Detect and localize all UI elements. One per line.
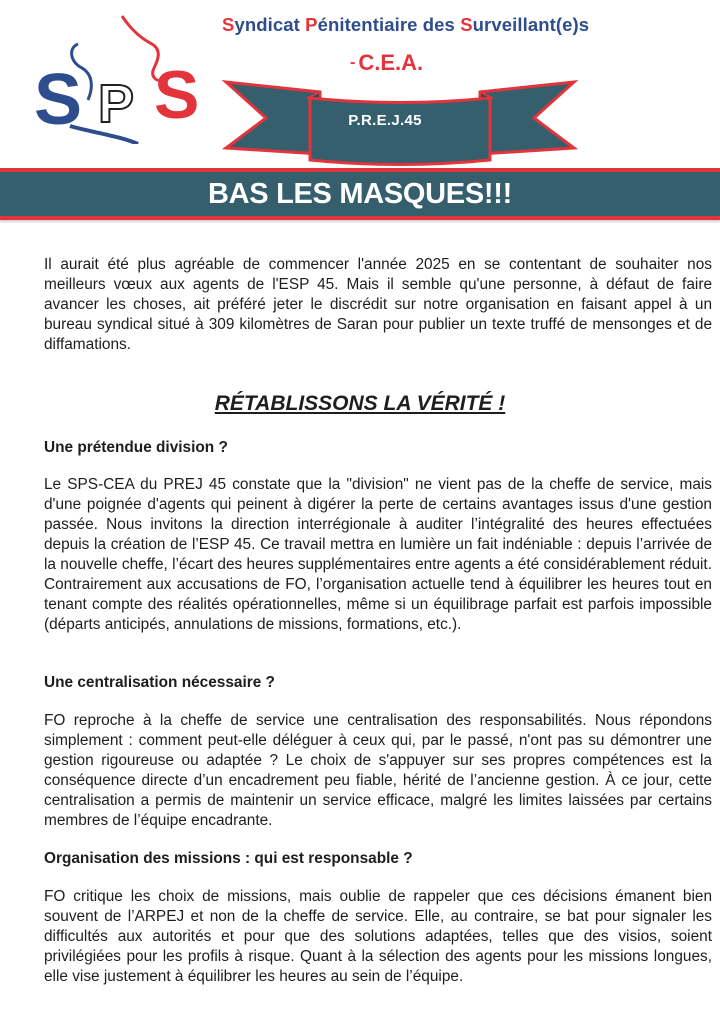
banner-title: BAS LES MASQUES!!!	[208, 178, 512, 210]
ribbon-label: P.R.E.J.45	[348, 112, 422, 129]
section-paragraph: FO reproche à la cheffe de service une centralisation des responsabilités. Nous répondons simplement : comment peut-elle déléguer à ceux qui, par le passé, n'ont pas su démontrer une gestion rigoureuse ou adaptée ? Le choix de s'appuyer sur ses propres compétences est la conséquence directe d’un encadrement peu fiable, hérité de l’ancienne gestion. À ce jour, cette centralisation a permis de maintenir un service efficace, malgré les limites laissées par certains membres de l’équipe encadrante.	[44, 712, 712, 829]
svg-text:S: S	[34, 60, 83, 140]
ribbon-left-tail	[226, 82, 320, 154]
org-name-part: S	[460, 14, 473, 35]
section-heading: Une centralisation nécessaire ?	[44, 674, 275, 691]
sps-logo	[30, 14, 205, 144]
org-name-part: yndicat	[234, 14, 306, 35]
section-paragraph: FO critique les choix de missions, mais oublie de rappeler que ces décisions émanent bien souvent de l’ARPEJ et non de la cheffe de service. Elle, au contraire, se bat pour signaler les difficultés aux autorités et pour que des solutions adaptées, telles que des visios, soient privilégiées pour les profils à risque. Quant à la sélection des agents pour les missions longues, elle vise justement à équilibrer les heures au sein de l’équipe.	[44, 888, 712, 985]
org-name-part: P	[305, 14, 318, 35]
ribbon-center	[310, 98, 490, 165]
main-heading: RÉTABLISSONS LA VÉRITÉ !	[214, 392, 506, 415]
cea-dash: -	[350, 54, 356, 71]
section-heading: Une prétendue division ?	[44, 439, 228, 456]
svg-text:S: S	[154, 57, 200, 133]
section-heading: Organisation des missions : qui est responsable ?	[44, 850, 413, 867]
intro-paragraph: Il aurait été plus agréable de commencer l'année 2025 en se contentant de souhaiter nos meilleurs vœux aux agents de l'ESP 45. Mais il semble qu'une personne, à défaut de faire avancer les choses, ait préféré jeter le discrédit sur notre organisation en faisant appel à un bureau syndical situé à 309 kilomètres de Saran pour publier un texte truffé de mensonges et de diffamations.	[44, 256, 712, 353]
org-name-part: S	[222, 14, 235, 35]
org-name-part: urveillant(e)s	[472, 14, 590, 35]
org-name-part: énitentiaire des	[317, 14, 461, 35]
cea-text: C.E.A.	[358, 50, 424, 75]
organization-name	[222, 14, 662, 36]
section-paragraph: Le SPS-CEA du PREJ 45 constate que la "division" ne vient pas de la cheffe de service, mais d'une poignée d'agents qui peinent à digérer la perte de certains avantages issus d'une gestion passée. Nous invitons la direction interrégionale à auditer l’intégralité des heures effectuées depuis la création de l’ESP 45. Ce travail mettra en lumière un fait indéniable : depuis l’arrivée de la nouvelle cheffe, l’écart des heures supplémentaires entre agents a été considérablement réduit. Contrairement aux accusations de FO, l’organisation actuelle tend à équilibrer les heures tout en tenant compte des réalités opérationnelles, même si un équilibrage parfait est parfois impossible (départs anticipés, annulations de missions, formations, etc.).	[44, 476, 712, 633]
svg-text:P: P	[98, 74, 135, 134]
ribbon-right-tail	[480, 82, 574, 154]
